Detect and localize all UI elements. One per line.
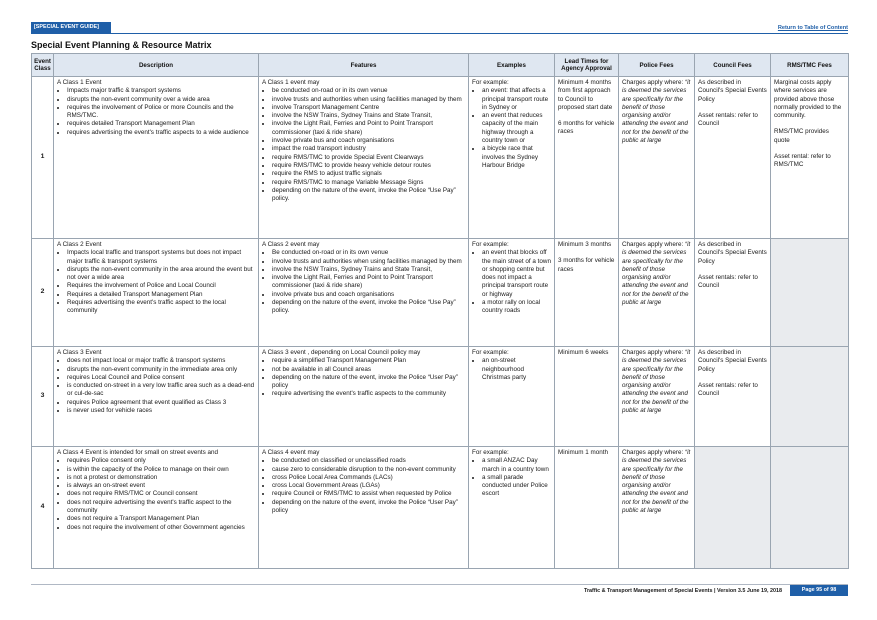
list-item: • require Council or RMS/TMC to assist when requested by Police — [272, 490, 465, 498]
list-item: • a small parade conducted under Police escort — [482, 474, 551, 499]
council-asset-rentals: Asset rentals: refer to Council — [698, 273, 758, 290]
council-fees-text: As described in Council's Special Events Policy — [698, 241, 767, 265]
list-item: • Requires a detailed Transport Management Plan — [67, 291, 255, 299]
page-title: Special Event Planning & Resource Matrix — [31, 40, 212, 50]
description-intro: A Class 1 Event — [57, 79, 102, 86]
features-intro: A Class 2 event may — [262, 241, 320, 248]
footer-rule — [31, 584, 848, 585]
police-fees-quote: “it is deemed the services are specifically for the benefit of those organising and/or attending the event and not for the benefit of the public at large — [622, 349, 691, 415]
description-intro: A Class 3 Event — [57, 349, 102, 356]
rms-asset-rental: Asset rental: refer to RMS/TMC — [774, 153, 831, 169]
table-row — [32, 77, 849, 239]
police-fees-cell — [619, 239, 695, 347]
header-event-class: Event Class — [32, 54, 54, 77]
list-item: • be conducted on classified or unclassified roads — [272, 457, 465, 465]
council-asset-rentals: Asset rentals: refer to Council — [698, 381, 758, 398]
lead-time-cell — [555, 239, 619, 347]
list-item: • involve the Light Rail, Ferries and Point to Point Transport commissioner (taxi & ride share) — [272, 120, 465, 137]
list-item: • requires Police consent only — [67, 457, 255, 465]
table-row — [32, 447, 849, 569]
rms-fees-cell-empty — [771, 447, 849, 569]
list-item: • requires Police agreement that event qualified as Class 3 — [67, 399, 255, 407]
police-fees-quote: “it is deemed the services are specifically for the benefit of those organising and/or attending the event and not for the benefit of the public at large — [622, 79, 691, 145]
header-police-fees: Police Fees — [619, 54, 695, 77]
examples-intro: For example: — [472, 79, 509, 86]
council-fees-cell — [695, 77, 771, 239]
event-class-cell: 2 — [32, 239, 54, 347]
list-item: • Impacts major traffic & transport systems — [67, 87, 255, 95]
list-item: • is not a protest or demonstration — [67, 474, 255, 482]
list-item: • depending on the nature of the event, invoke the Police “User Pay” policy — [272, 499, 465, 516]
header-lead-times: Lead Times for Agency Approval — [555, 54, 619, 77]
list-item: • does not require RMS/TMC or Council consent — [67, 490, 255, 498]
list-item: • Requires the involvement of Police and Local Council — [67, 282, 255, 290]
description-cell — [54, 447, 259, 569]
examples-cell — [469, 239, 555, 347]
rms-quote-text: RMS/TMC provides quote — [774, 128, 829, 144]
lead-time-cell — [555, 447, 619, 569]
header-description: Description — [54, 54, 259, 77]
description-cell — [54, 77, 259, 239]
examples-intro: For example: — [472, 241, 509, 248]
list-item: • a small ANZAC Day march in a country town — [482, 457, 551, 474]
police-fees-cell — [619, 77, 695, 239]
police-fees-lead: Charges apply where: — [622, 241, 686, 248]
police-fees-lead: Charges apply where: — [622, 79, 686, 86]
return-to-toc-link[interactable]: Return to Table of Content — [777, 25, 848, 31]
event-class-cell: 1 — [32, 77, 54, 239]
features-intro: A Class 3 event , depending on Local Council policy may — [262, 349, 421, 356]
rms-fees-cell-empty — [771, 347, 849, 447]
page-number-badge: Page 95 of 98 — [790, 585, 848, 596]
features-intro: A Class 1 event may — [262, 79, 320, 86]
table-row — [32, 239, 849, 347]
lead-time-text: Minimum 4 months from first approach to Council to proposed start date — [558, 79, 613, 111]
features-cell — [259, 447, 469, 569]
lead-time-vehicle-races: 6 months for vehicle races — [558, 120, 615, 136]
description-intro: A Class 4 Event is intended for small on street events and — [57, 449, 219, 456]
list-item: • involve private bus and coach organisations — [272, 291, 465, 299]
header-rule — [31, 33, 848, 34]
lead-time-text: Minimum 1 month — [558, 449, 609, 456]
lead-time-cell — [555, 347, 619, 447]
lead-time-text: Minimum 6 weeks — [558, 349, 609, 356]
footer-text: Traffic & Transport Management of Special Events | Version 3.5 June 19, 2018 — [583, 588, 782, 594]
list-item: • is within the capacity of the Police to manage on their own — [67, 466, 255, 474]
examples-intro: For example: — [472, 349, 509, 356]
rms-fees-cell-empty — [771, 239, 849, 347]
council-fees-cell — [695, 347, 771, 447]
list-item: • involve the NSW Trains, Sydney Trains and State Transit, — [272, 112, 465, 120]
list-item: • an event that reduces capacity of the main highway through a country town or — [482, 112, 551, 145]
list-item: • involve private bus and coach organisations — [272, 137, 465, 145]
list-item: • require RMS/TMC to provide Special Event Clearways — [272, 154, 465, 162]
list-item: • an event: that affects a principal transport route in Sydney or — [482, 87, 551, 112]
list-item: • depending on the nature of the event, invoke the Police “Use Pay” policy. — [272, 187, 465, 204]
table-header-row — [32, 54, 849, 77]
description-intro: A Class 2 Event — [57, 241, 102, 248]
council-fees-text: As described in Council's Special Events Policy — [698, 79, 767, 103]
police-fees-quote: “it is deemed the services are specifically for the benefit of those organising and/or attending the event and not for the benefit of the public at large — [622, 449, 691, 515]
examples-intro: For example: — [472, 449, 509, 456]
list-item: • does not require advertising the event's traffic aspect to the community — [67, 499, 255, 516]
list-item: • involve Transport Management Centre — [272, 104, 465, 112]
list-item: • a bicycle race that involves the Sydney Harbour Bridge — [482, 145, 551, 170]
resource-matrix-table — [31, 53, 849, 569]
rms-fees-cell — [771, 77, 849, 239]
list-item: • involve trusts and authorities when using facilities managed by them — [272, 258, 465, 266]
police-fees-cell — [619, 347, 695, 447]
list-item: • disrupts the non-event community over a wide area — [67, 96, 255, 104]
police-fees-quote: “it is deemed the services are specifically for the benefit of those organising and/or attending the event and not for the benefit of the public at large — [622, 241, 691, 307]
lead-time-text: Minimum 3 months — [558, 241, 612, 248]
list-item: • require RMS/TMC to provide heavy vehicle detour routes — [272, 162, 465, 170]
council-fees-text: As described in Council's Special Events Policy — [698, 349, 767, 373]
list-item: • involve the Light Rail, Ferries and Point to Point Transport commissioner (taxi & ride share) — [272, 274, 465, 291]
list-item: • is never used for vehicle races — [67, 407, 255, 415]
features-cell — [259, 77, 469, 239]
examples-cell — [469, 447, 555, 569]
list-item: • disrupts the non-event community in the area around the event but not over a wide area — [67, 266, 255, 283]
list-item: • be conducted on-road or in its own venue — [272, 87, 465, 95]
section-tag: [SPECIAL EVENT GUIDE] — [31, 22, 111, 33]
description-cell — [54, 239, 259, 347]
list-item: • requires Local Council and Police consent — [67, 374, 255, 382]
council-fees-cell-empty — [695, 447, 771, 569]
list-item: • depending on the nature of the event, invoke the Police “Use Pay” policy. — [272, 299, 465, 316]
features-cell — [259, 239, 469, 347]
list-item: • is always an on-street event — [67, 482, 255, 490]
list-item: • Requires advertising the event's traffic aspect to the local community — [67, 299, 255, 316]
list-item: • does not require a Transport Management Plan — [67, 515, 255, 523]
list-item: • a motor rally on local country roads — [482, 299, 551, 316]
police-fees-lead: Charges apply where: — [622, 349, 686, 356]
police-fees-lead: Charges apply where: — [622, 449, 686, 456]
list-item: • does not impact local or major traffic & transport systems — [67, 357, 255, 365]
list-item: • requires advertising the event's traffic aspects to a wide audience — [67, 129, 255, 137]
list-item: • cross Police Local Area Commands (LACs) — [272, 474, 465, 482]
council-fees-cell — [695, 239, 771, 347]
list-item: • requires detailed Transport Management Plan — [67, 120, 255, 128]
list-item: • require a simplified Transport Management Plan — [272, 357, 465, 365]
header-council-fees: Council Fees — [695, 54, 771, 77]
header-examples: Examples — [469, 54, 555, 77]
list-item: • require advertising the event's traffic aspects to the community — [272, 390, 465, 398]
list-item: • impact the road transport industry — [272, 145, 465, 153]
list-item: • an event that blocks off the main street of a town or shopping centre but does not impact a principal transport route or highway — [482, 249, 551, 299]
list-item: • disrupts the non-event community in the immediate area only — [67, 366, 255, 374]
list-item: • requires the involvement of Police or more Councils and the RMS/TMC. — [67, 104, 255, 121]
event-class-cell: 4 — [32, 447, 54, 569]
list-item: • is conducted on-street in a very low traffic area such as a dead-end or cul-de-sac — [67, 382, 255, 399]
list-item: • cause zero to considerable disruption to the non-event community — [272, 466, 465, 474]
features-cell — [259, 347, 469, 447]
event-class-cell: 3 — [32, 347, 54, 447]
list-item: • Impacts local traffic and transport systems but does not impact major traffic & transport systems — [67, 249, 255, 266]
list-item: • involve the NSW Trains, Sydney Trains and State Transit, — [272, 266, 465, 274]
list-item: • require RMS/TMC to manage Variable Message Signs — [272, 179, 465, 187]
police-fees-cell — [619, 447, 695, 569]
lead-time-vehicle-races: 3 months for vehicle races — [558, 257, 615, 273]
lead-time-cell — [555, 77, 619, 239]
examples-cell — [469, 347, 555, 447]
table-row — [32, 347, 849, 447]
examples-cell — [469, 77, 555, 239]
header-rms-fees: RMS/TMC Fees — [771, 54, 849, 77]
description-cell — [54, 347, 259, 447]
header-features: Features — [259, 54, 469, 77]
list-item: • depending on the nature of the event, invoke the Police “User Pay” policy — [272, 374, 465, 391]
council-asset-rentals: Asset rentals: refer to Council — [698, 111, 758, 128]
list-item: • Be conducted on-road or in its own venue — [272, 249, 465, 257]
list-item: • require the RMS to adjust traffic signals — [272, 170, 465, 178]
list-item: • an on-street neighbourhood Christmas party — [482, 357, 551, 382]
list-item: • involve trusts and authorities when using facilities managed by them — [272, 96, 465, 104]
features-intro: A Class 4 event may — [262, 449, 320, 456]
list-item: • does not require the involvement of other Government agencies — [67, 524, 255, 532]
rms-fees-text: Marginal costs apply where services are provided above those normally provided to the community. — [774, 79, 842, 120]
list-item: • not be available in all Council areas — [272, 366, 465, 374]
list-item: • cross Local Government Areas (LGAs) — [272, 482, 465, 490]
